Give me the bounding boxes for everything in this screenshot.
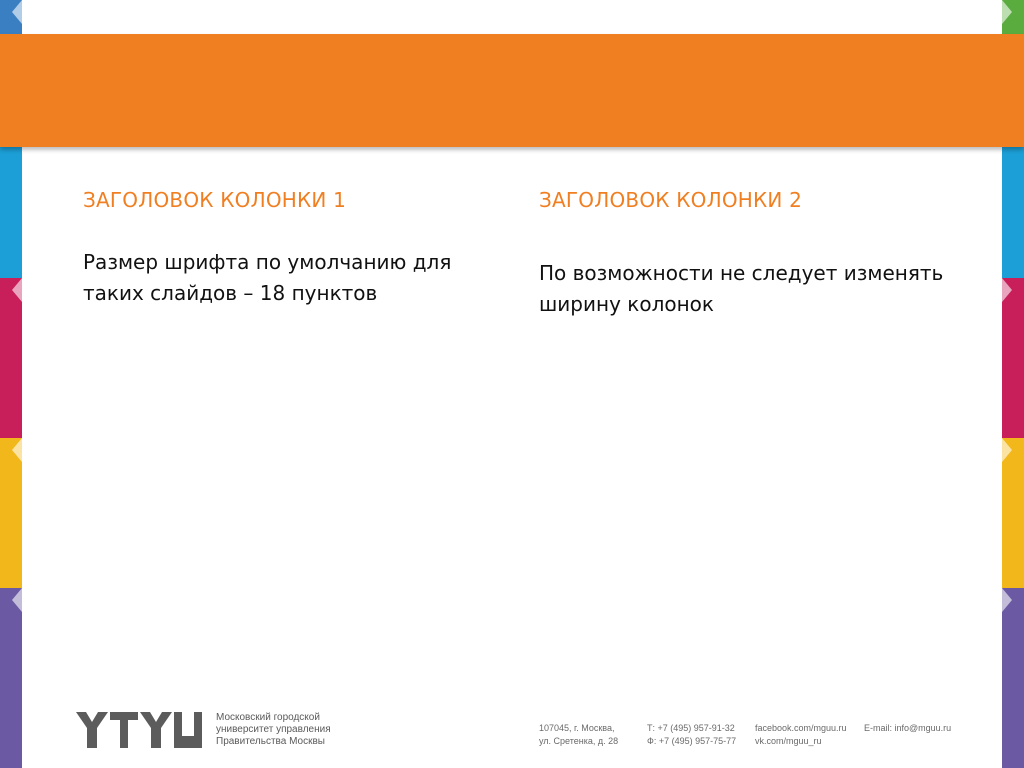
university-name [216, 712, 366, 748]
column-1-body: Размер шрифта по умолчанию для таких слайдов – 18 пунктов [83, 250, 452, 305]
footer-facebook-link[interactable]: facebook.com/mguu.ru [755, 723, 847, 733]
footer-address [539, 722, 618, 748]
footer-address-line-2: ул. Сретенка, д. 28 [539, 736, 619, 746]
university-logo-mark [76, 712, 210, 748]
university-name-line-1: Московский городской [216, 712, 320, 723]
column-2-body: По возможности не следует изменять ширину колонок [539, 261, 944, 316]
right-stripe-yellow [1002, 438, 1024, 588]
footer-phone: Т: +7 (495) 957-91-32 [647, 723, 735, 733]
footer-fax: Ф: +7 (495) 957-75-77 [647, 736, 737, 746]
left-stripe-purple [0, 588, 22, 768]
footer-vk-link[interactable]: vk.com/mguu_ru [755, 736, 822, 746]
university-name-line-3: Правительства Москвы [216, 736, 325, 747]
column-1-heading: ЗАГОЛОВОК КОЛОНКИ 1 [83, 188, 347, 212]
footer-email [864, 722, 951, 735]
footer-email-link[interactable]: E-mail: info@mguu.ru [864, 723, 952, 733]
column-2-heading: ЗАГОЛОВОК КОЛОНКИ 2 [539, 188, 803, 212]
footer-phones [647, 722, 736, 748]
left-stripe-crimson [0, 278, 22, 438]
left-stripe-yellow [0, 438, 22, 588]
right-stripe-purple [1002, 588, 1024, 768]
right-stripe-crimson [1002, 278, 1024, 438]
footer-social [755, 722, 847, 748]
title-banner [0, 34, 1024, 147]
footer-address-line-1: 107045, г. Москва, [539, 723, 615, 733]
university-name-line-2: университет управления [216, 724, 331, 735]
